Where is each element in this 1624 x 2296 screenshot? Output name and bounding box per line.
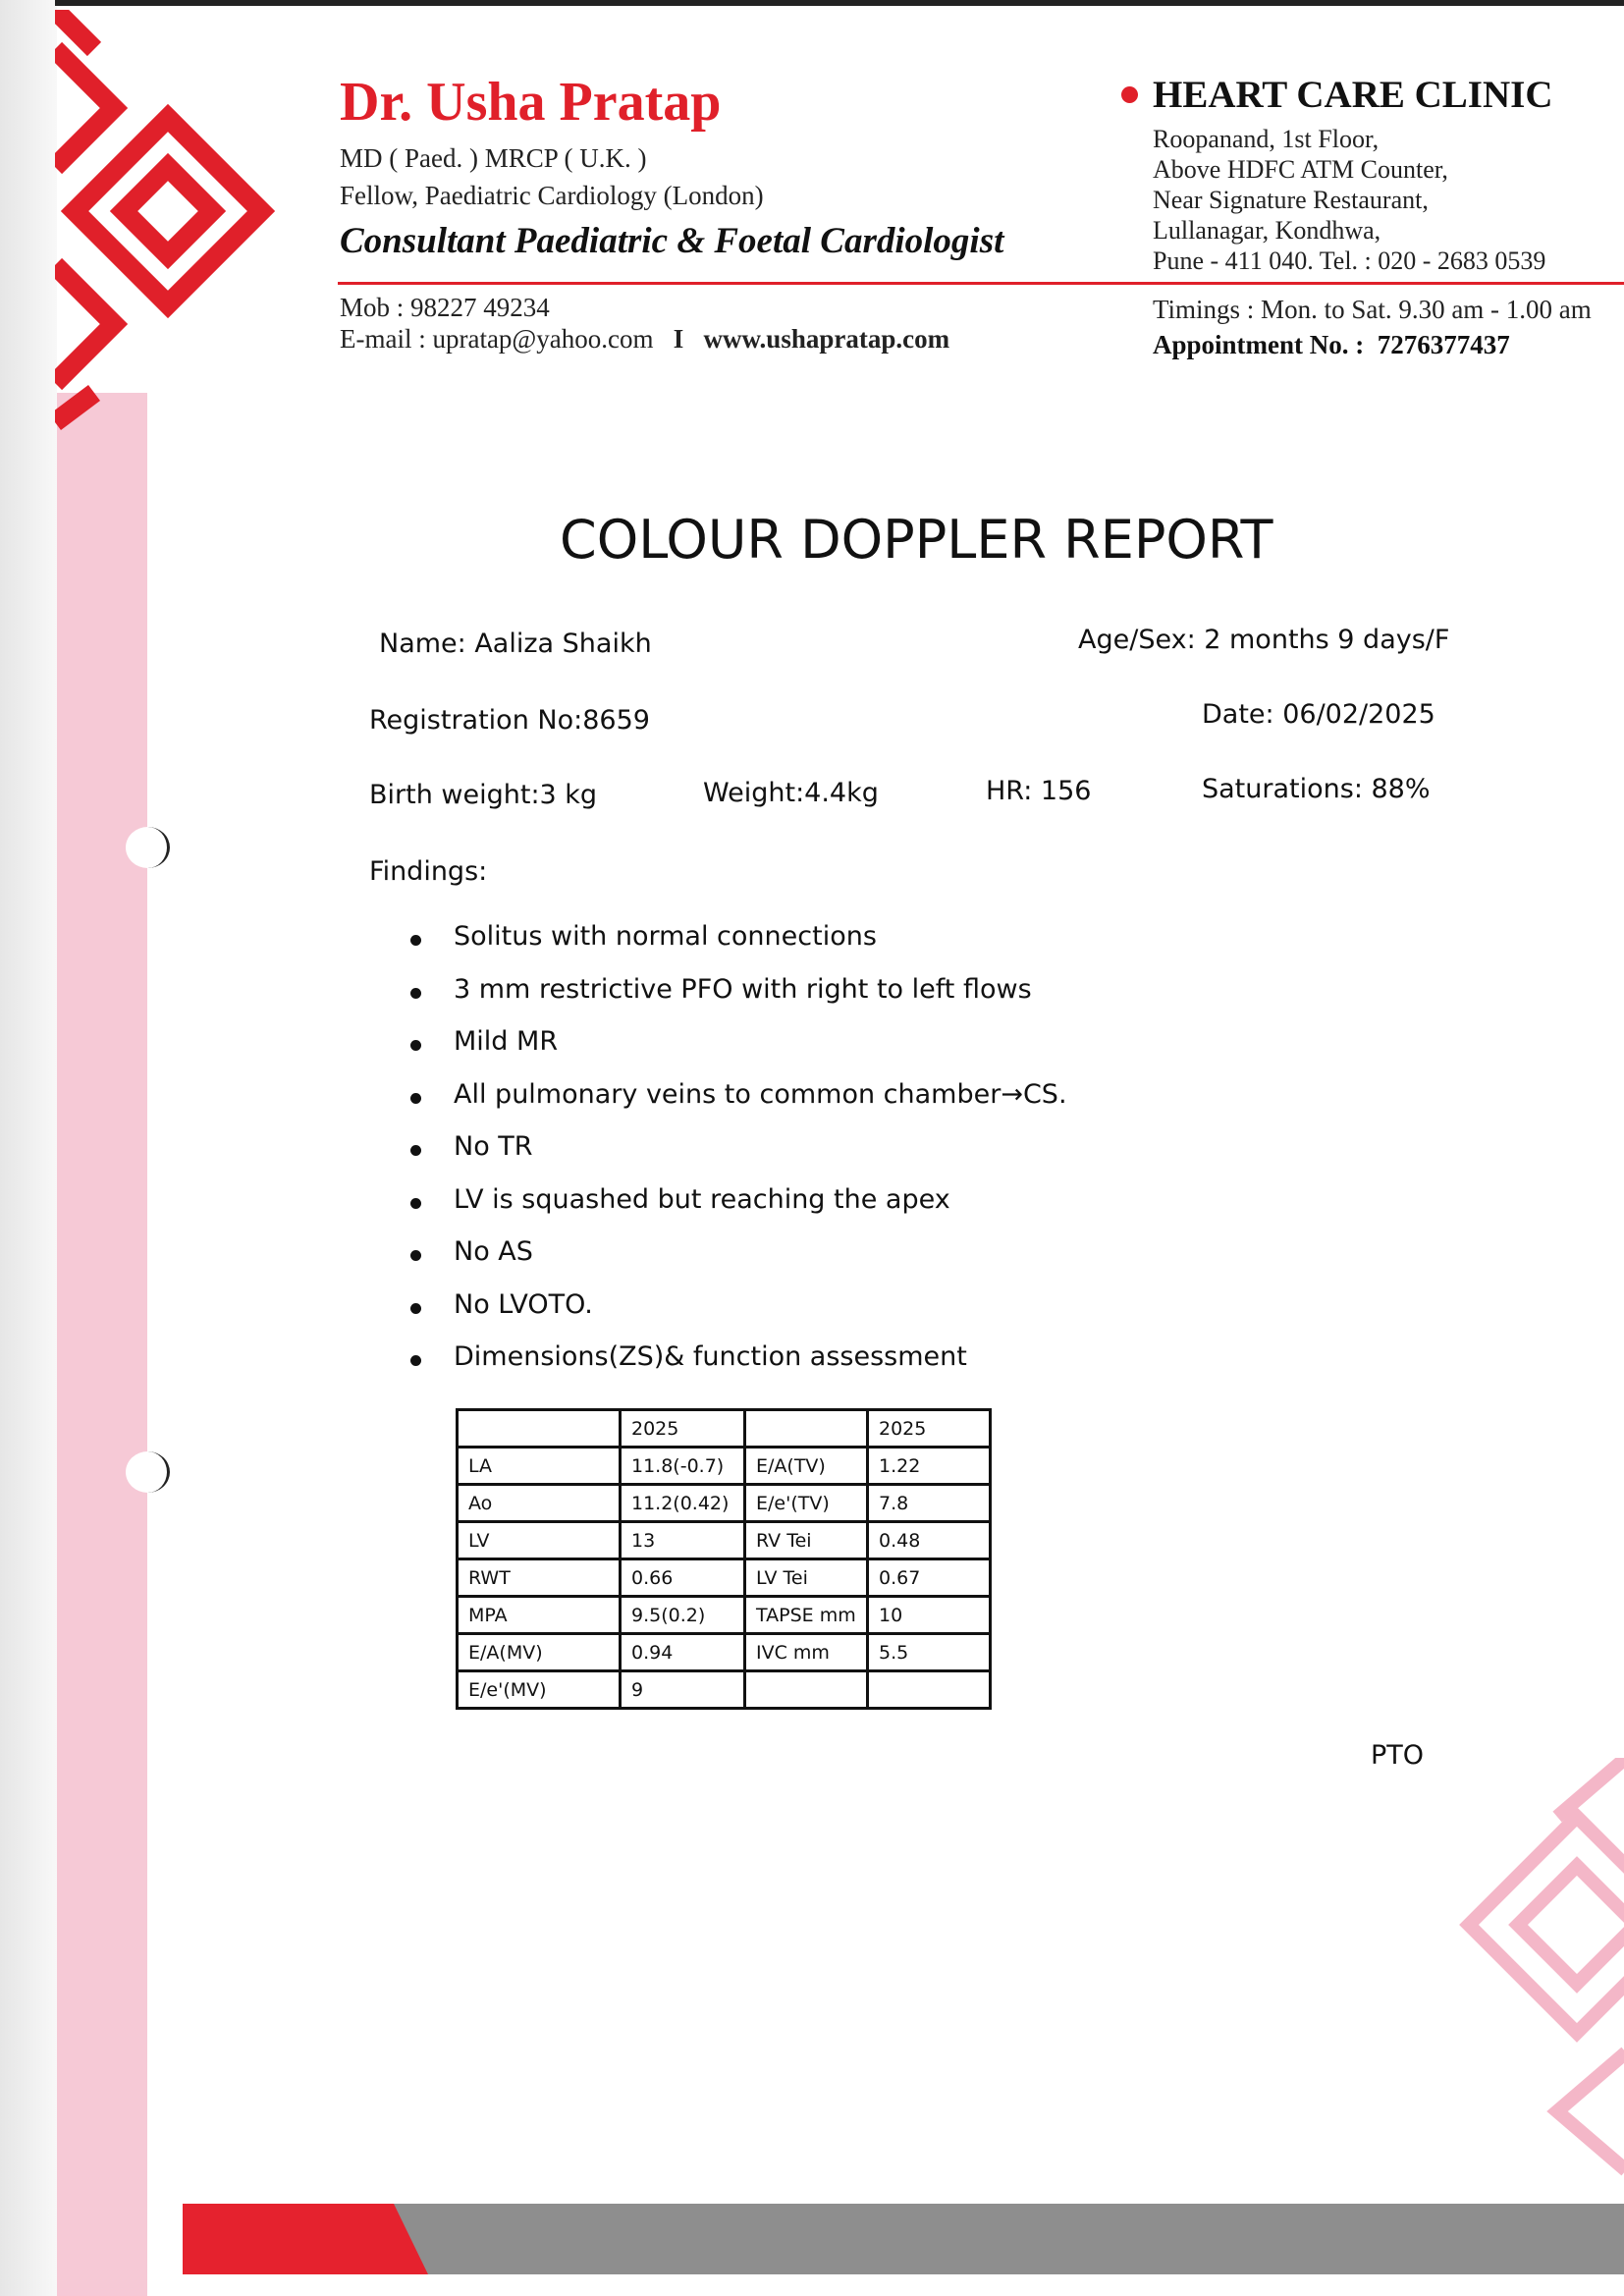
table-cell: 11.2(0.42) [621,1485,745,1522]
mobile-number: Mob : 98227 49234 [340,293,550,322]
appointment-number: 7276377437 [1377,330,1510,359]
bullet-icon [410,1355,421,1366]
report-date: Date: 06/02/2025 [1202,699,1435,730]
table-cell: E/e'(MV) [458,1671,621,1709]
top-border [55,0,1624,6]
table-cell: E/e'(TV) [745,1485,868,1522]
please-turn-over: PTO [1371,1740,1425,1771]
bullet-icon [410,1250,421,1261]
table-cell: E/A(TV) [745,1448,868,1485]
table-cell: 1.22 [868,1448,991,1485]
table-cell: 0.67 [868,1559,991,1597]
patient-name: Name: Aaliza Shaikh [379,629,652,659]
clinic-address-line: Lullanagar, Kondhwa, [1153,216,1381,245]
table-cell: RV Tei [745,1522,868,1559]
table-cell: LA [458,1448,621,1485]
table-header-cell [458,1410,621,1448]
current-weight: Weight:4.4kg [703,778,879,808]
bullet-icon [410,1303,421,1314]
clinic-address-line: Above HDFC ATM Counter, [1153,155,1448,184]
table-cell: 10 [868,1597,991,1634]
clinic-address-line: Pune - 411 040. Tel. : 020 - 2683 0539 [1153,246,1546,275]
table-row [458,1485,991,1522]
table-cell: Ao [458,1485,621,1522]
table-header-row [458,1410,991,1448]
table-header-cell [745,1410,868,1448]
table-cell: 0.48 [868,1522,991,1559]
table-row [458,1448,991,1485]
saturations: Saturations: 88% [1202,774,1431,804]
registration-number: Registration No:8659 [369,705,650,736]
table-cell: TAPSE mm [745,1597,868,1634]
appointment-label: Appointment No. : [1153,330,1365,359]
table-row [458,1597,991,1634]
findings-label: Findings: [369,856,488,887]
table-row [458,1634,991,1671]
scan-edge [0,0,57,2296]
separator: I [673,324,684,354]
clinic-address-line: Near Signature Restaurant, [1153,186,1429,214]
table-cell: LV [458,1522,621,1559]
table-row [458,1671,991,1709]
qualification-line: MD ( Paed. ) MRCP ( U.K. ) [340,143,647,173]
bullet-icon [410,988,421,999]
table-cell: LV Tei [745,1559,868,1597]
report-title: COLOUR DOPPLER REPORT [560,509,1273,571]
dimensions-table [456,1408,992,1710]
website-link[interactable]: www.ushapratap.com [703,324,950,354]
patient-age-sex: Age/Sex: 2 months 9 days/F [1078,625,1450,655]
table-cell: IVC mm [745,1634,868,1671]
table-cell: 7.8 [868,1485,991,1522]
bullet-icon [410,1145,421,1156]
birth-weight: Birth weight:3 kg [369,780,598,810]
bullet-dot-icon [1121,86,1138,103]
table-cell: 9 [621,1671,745,1709]
table-row [458,1522,991,1559]
red-key-pattern-decoration [55,10,281,452]
bullet-icon [410,1198,421,1209]
heart-rate: HR: 156 [986,776,1092,806]
punch-hole [126,1451,170,1493]
specialty-line: Consultant Paediatric & Foetal Cardiologist [340,221,1004,261]
clinic-name: HEART CARE CLINIC [1153,74,1553,116]
table-header-cell: 2025 [621,1410,745,1448]
table-cell: 0.66 [621,1559,745,1597]
bullet-icon [410,935,421,946]
contact-line [340,324,949,355]
footer-red-accent [183,2204,428,2274]
pink-side-band [57,393,147,2296]
clinic-timings: Timings : Mon. to Sat. 9.30 am - 1.00 am [1153,295,1592,324]
clinic-address-line: Roopanand, 1st Floor, [1153,125,1380,153]
table-cell: E/A(MV) [458,1634,621,1671]
bullet-icon [410,1093,421,1104]
table-cell: 0.94 [621,1634,745,1671]
table-cell: RWT [458,1559,621,1597]
email-address: E-mail : upratap@yahoo.com [340,324,654,354]
table-cell [868,1671,991,1709]
table-cell: 13 [621,1522,745,1559]
table-cell [745,1671,868,1709]
doctor-name: Dr. Usha Pratap [340,72,722,133]
table-row [458,1559,991,1597]
table-cell: MPA [458,1597,621,1634]
table-cell: 5.5 [868,1634,991,1671]
table-cell: 9.5(0.2) [621,1597,745,1634]
table-header-cell: 2025 [868,1410,991,1448]
pink-key-pattern-decoration [1439,1758,1624,2180]
header-divider [338,282,1624,285]
fellowship-line: Fellow, Paediatric Cardiology (London) [340,181,764,210]
report-page: Dr. Usha Pratap MD ( Paed. ) MRCP ( U.K. ) Fellow, Paediatric Cardiology (London) Consultant Paediatric & Foetal Cardiologist Mob : 98227 49234 E-mail : upratap@yahoo.com I www.ushapratap.com HEART CARE CLINIC Roopanand, 1st Floor, Above HDFC ATM Counter, Near Signature Restaurant, Lullanagar, Kondhwa, Pune - 411 040. Tel. : 020 - 2683 0539 Timings : Mon. to Sat. 9.30 am - 1.00 am Appointment No. : 7276377437 COLOUR DOPPLER REPORT Name: Aaliza Shaikh Age/Sex: 2 months 9 days/F Registration No:8659 Date: 06/02/2025 Birth weight:3 kg Weight:4.4kg HR: 156 Saturations: 88% Findings: Solitus with normal connections 3 mm restrictive PFO with right to left flows Mild MR All pulmonary veins to common chamber→CS. No TR LV is squashed but reaching the apex No AS No LVOTO. Dimensions(ZS)& function assessment 2025 2025 LA 11.8(-0.7) E/A(TV) 1.22 Ao 11.2(0.42) E/e'(TV) 7.8 LV 13 RV Tei 0.48 RWT 0.66 LV Tei 0.67 MPA 9.5(0.2) TAPSE mm 10 E/A(MV) 0.94 IVC mm 5.5 E/e'(MV) 9 PTO [0,0,1624,2296]
bullet-icon [410,1040,421,1051]
appointment-line [1153,330,1510,360]
table-cell: 11.8(-0.7) [621,1448,745,1485]
punch-hole [126,827,170,868]
